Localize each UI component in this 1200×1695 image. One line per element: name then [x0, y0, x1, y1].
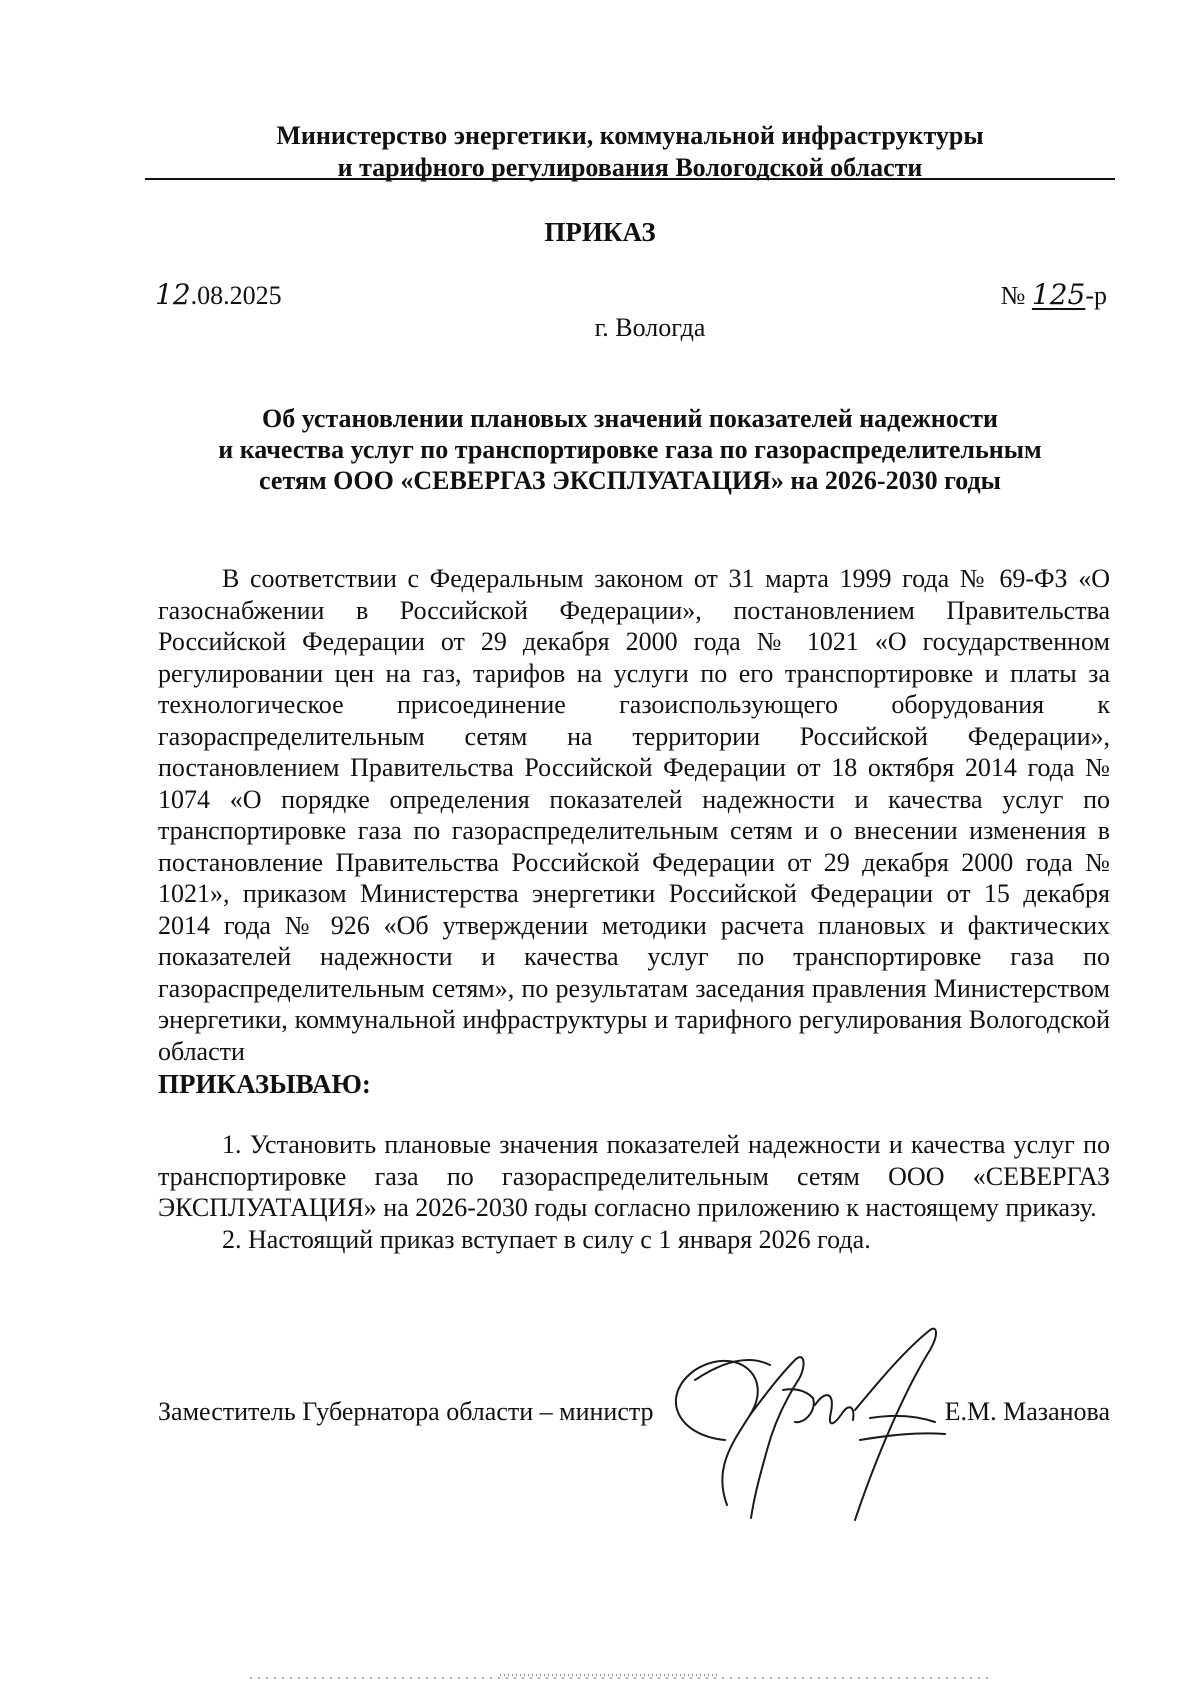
title-line-2: и качества услуг по транспортировке газа по газораспределительным [218, 435, 1042, 464]
preamble-paragraph: В соответствии с Федеральным законом от 31 марта 1999 года № 69-ФЗ «О газоснабжении в Российской Федерации», постановлением Правительства Российской Федерации от 29 декабря 2000 года № 1021 «О государственном регулировании цен на газ, тарифов на услуги по его транспортировке и платы за технологическое присоединение газоиспользующего оборудования к газораспределительным сетям на территории Российской Федерации», постановлением Правительства Российской Федерации от 18 октября 2014 года № 1074 «О порядке определения показателей надежности и качества услуг по транспортировке газа по газораспределительным сетям и о внесении изменения в постановление Правительства Российской Федерации от 29 декабря 2000 года № 1021», приказом Министерства энергетики Российской Федерации от 15 декабря 2014 года № 926 «Об утверждении методики расчета плановых и фактических показателей надежности и качества услуг по транспортировке газа по газораспределительным сетям», по результатам заседания правления Министерством энергетики, коммунальной инфраструктуры и тарифного регулирования Вологодской области [158, 564, 1110, 1066]
order-item-2: 2. Настоящий приказ вступает в силу с 1 января 2026 года. [222, 1224, 871, 1254]
order-word: ПРИКАЗЫВАЮ: [158, 1069, 371, 1099]
date-rest: .08.2025 [190, 281, 282, 310]
handwritten-day: 12 [155, 278, 191, 311]
signatory-position: Заместитель Губернатора области – министр [158, 1397, 654, 1426]
title-line-3: сетям ООО «СЕВЕРГАЗ ЭКСПЛУАТАЦИЯ» на 2026-2030 годы [259, 466, 1001, 495]
header-rule [145, 178, 1115, 180]
order-items [158, 1129, 1110, 1255]
order-date [155, 278, 282, 311]
ministry-line-1: Министерство энергетики, коммунальной инфраструктуры [276, 121, 984, 150]
document-body [158, 563, 1110, 1101]
signatory-name: Е.М. Мазанова [944, 1397, 1110, 1426]
handwritten-signature [655, 1320, 985, 1530]
city: г. Вологда [594, 313, 706, 342]
document-type: ПРИКАЗ [544, 217, 656, 247]
document-title [150, 403, 1110, 496]
ministry-header [145, 120, 1115, 184]
number-sign: № [1000, 281, 1026, 310]
number-suffix: -р [1085, 281, 1107, 310]
title-line-1: Об установлении плановых значений показателей надежности [262, 404, 998, 433]
handwritten-number: 125 [1031, 278, 1086, 311]
ministry-line-2: и тарифного регулирования Вологодской области [337, 153, 923, 182]
order-number [1001, 278, 1107, 311]
order-item-1: 1. Установить плановые значения показателей надежности и качества услуг по транспортировке газа по газораспределительным сетям ООО «СЕВЕРГАЗ ЭКСПЛУАТАЦИЯ» на 2026-2030 годы согласно приложению к настоящему приказу. [158, 1130, 1110, 1222]
scan-artifact [250, 1672, 990, 1682]
